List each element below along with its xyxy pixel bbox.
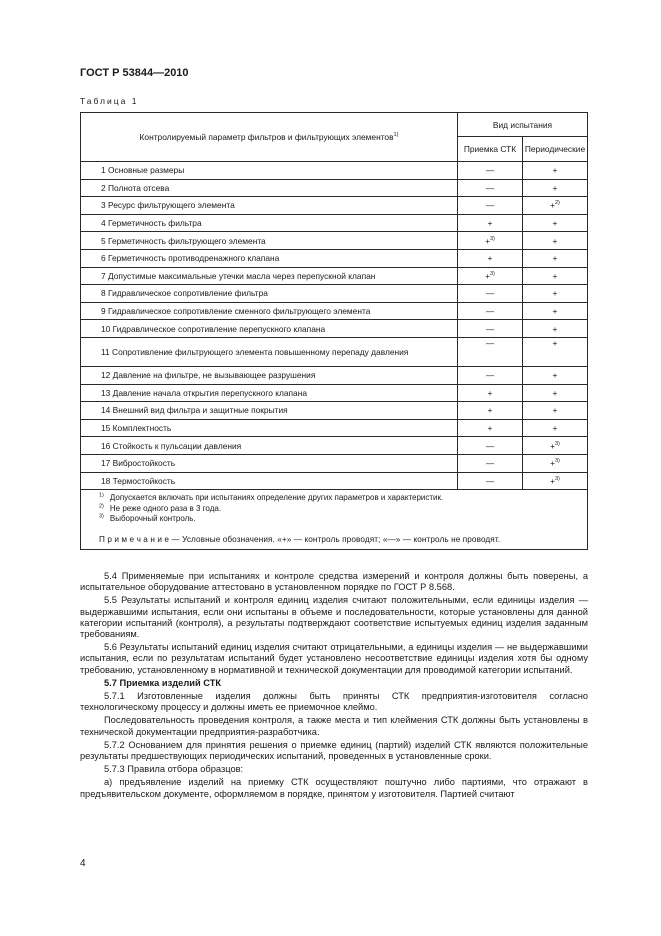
table-caption: Таблица 1: [80, 96, 139, 106]
acceptance-cell: [458, 320, 523, 338]
parameter-cell: [81, 337, 458, 366]
requirements-table: [80, 112, 588, 550]
footnote-mark: 1): [99, 492, 104, 499]
periodic-cell: [523, 197, 588, 215]
periodic-cell: [523, 302, 588, 320]
periodic-cell: [523, 179, 588, 197]
parameter-text: Полнота отсева: [108, 182, 170, 193]
periodic-cell: [523, 337, 588, 366]
row-number: 3: [101, 200, 106, 211]
periodic-cell: [523, 214, 588, 232]
acceptance-cell: [458, 366, 523, 384]
parameter-cell: [81, 179, 458, 197]
row-number: 18: [101, 475, 111, 486]
mark: +: [552, 306, 558, 317]
mark: +: [552, 370, 558, 381]
footnote-ref: 3): [490, 235, 495, 242]
table-row: [81, 454, 588, 472]
mark: —: [485, 323, 495, 334]
mark: +: [550, 200, 555, 211]
row-number: 6: [101, 253, 106, 264]
mark: +: [487, 253, 493, 264]
periodic-cell: [523, 285, 588, 303]
row-number: 12: [101, 370, 111, 381]
parameter-text: Комплектность: [112, 423, 172, 434]
mark: —: [485, 288, 495, 299]
parameter-text: Стойкость к пульсации давления: [112, 440, 242, 451]
mark: —: [485, 200, 495, 211]
mark: —: [485, 458, 495, 469]
mark: +: [552, 165, 558, 176]
mark: +: [552, 337, 558, 348]
mark: +: [552, 253, 558, 264]
footnote-ref: 2): [555, 200, 560, 207]
mark: —: [485, 440, 495, 451]
mark: —: [485, 182, 495, 193]
document-header: ГОСТ Р 53844—2010: [80, 67, 189, 79]
mark: +: [552, 182, 558, 193]
parameter-cell: [81, 162, 458, 180]
parameter-cell: [81, 232, 458, 250]
parameter-cell: [81, 249, 458, 267]
paragraph-5-6: 5.6 Результаты испытаний единиц изделия считают отрицательными, а единицы изделия — не выдержавшими испытания, если по результатам испытаний будет установлено несоответствие единицы изделия хотя бы одному требованию, установленному в нормативной и технической документации для проводимой категории испытаний.: [80, 642, 588, 675]
footnotes-cell: [81, 490, 588, 550]
acceptance-cell: [458, 179, 523, 197]
row-number: 14: [101, 405, 111, 416]
parameter-cell: [81, 384, 458, 402]
table-remark: П р и м е ч а н и е — Условные обозначения. «+» — контроль проводят; «—» — контроль не проводят.: [99, 534, 501, 544]
footnote-mark: 3): [99, 513, 104, 520]
acceptance-cell: [458, 419, 523, 437]
footnote-text: Выборочный контроль.: [109, 514, 196, 524]
periodic-cell: [523, 366, 588, 384]
footnote-ref: 3): [555, 458, 560, 465]
section-heading-5-7: 5.7 Приемка изделий СТК: [104, 677, 222, 688]
page-number: 4: [80, 858, 86, 869]
parameter-text: Герметичность фильтра: [108, 218, 202, 229]
row-number: 9: [101, 306, 106, 317]
row-number: 17: [101, 458, 111, 469]
acceptance-cell: [458, 337, 523, 366]
acceptance-cell: [458, 454, 523, 472]
table-row: [81, 384, 588, 402]
parameter-cell: [81, 454, 458, 472]
table-row: [81, 162, 588, 180]
mark: —: [485, 370, 495, 381]
parameter-text: Основные размеры: [108, 165, 185, 176]
periodic-cell: [523, 232, 588, 250]
mark: +: [485, 270, 490, 281]
mark: +: [550, 440, 555, 451]
footnote: [99, 514, 583, 525]
footnote: [99, 493, 583, 504]
parameter-text: Давление начала открытия перепускного клапана: [112, 387, 307, 398]
paragraph-5-7-3-a: а) предъявление изделий на приемку СТК осуществляют поштучно либо партиями, что отражают в предъявительском документе, оформляемом в порядке, принятом у изготовителя. Партией считают: [80, 777, 588, 799]
column-header-periodic: Периодические: [523, 137, 588, 162]
table-row: [81, 472, 588, 490]
row-number: 16: [101, 440, 111, 451]
footnote-ref: 3): [555, 476, 560, 482]
table-row: [81, 419, 588, 437]
periodic-cell: [523, 249, 588, 267]
acceptance-cell: [458, 232, 523, 250]
footnote-text: Не реже одного раза в 3 года.: [109, 503, 222, 513]
parameter-text: Внешний вид фильтра и защитные покрытия: [112, 405, 288, 416]
row-number: 13: [101, 387, 111, 398]
row-number: 1: [101, 165, 106, 176]
mark: —: [485, 475, 495, 486]
parameter-text: Герметичность противодренажного клапана: [108, 253, 280, 264]
mark: +: [552, 288, 558, 299]
acceptance-cell: [458, 384, 523, 402]
mark: +: [487, 218, 493, 229]
table-row: [81, 179, 588, 197]
document-body: [80, 571, 588, 802]
parameter-text: Ресурс фильтрующего элемента: [108, 200, 235, 211]
parameter-text: Сопротивление фильтрующего элемента повышенному перепаду давления: [112, 346, 409, 357]
periodic-cell: [523, 472, 588, 490]
parameter-text: Вибростойкость: [112, 458, 176, 469]
periodic-cell: [523, 402, 588, 420]
mark: +: [550, 475, 555, 486]
acceptance-cell: [458, 267, 523, 285]
periodic-cell: [523, 384, 588, 402]
acceptance-cell: [458, 402, 523, 420]
parameter-cell: [81, 267, 458, 285]
table-row: [81, 249, 588, 267]
acceptance-cell: [458, 249, 523, 267]
parameter-cell: [81, 419, 458, 437]
footnote: [99, 504, 583, 515]
mark: +: [552, 323, 558, 334]
periodic-cell: [523, 419, 588, 437]
parameter-text: Герметичность фильтрующего элемента: [108, 235, 266, 246]
paragraph-5-7-1: 5.7.1 Изготовленные изделия должны быть приняты СТК предприятия-изготовителя согласно технологическому процессу и должны иметь ее приемочное клеймо.: [80, 691, 588, 713]
periodic-cell: [523, 162, 588, 180]
parameter-text: Гидравлическое сопротивление сменного фильтрующего элемента: [108, 306, 371, 317]
table-row: [81, 320, 588, 338]
parameter-cell: [81, 472, 458, 490]
paragraph-5-7-1-b: Последовательность проведения контроля, а также места и тип клеймения СТК должны быть установлены в технической документации предприятия-разработчика.: [80, 715, 588, 737]
parameter-cell: [81, 437, 458, 455]
mark: +: [487, 423, 493, 434]
acceptance-cell: [458, 197, 523, 215]
acceptance-cell: [458, 302, 523, 320]
column-header-test-type: Вид испытания: [458, 113, 588, 137]
mark: —: [485, 165, 495, 176]
footnote-mark: 2): [99, 502, 104, 509]
parameter-text: Гидравлическое сопротивление перепускного клапана: [112, 323, 326, 334]
parameter-text: Термостойкость: [112, 475, 176, 486]
parameter-cell: [81, 320, 458, 338]
parameter-text: Допустимые максимальные утечки масла через перепускной клапан: [108, 270, 376, 281]
row-number: 15: [101, 423, 111, 434]
mark: +: [552, 270, 558, 281]
table-row: [81, 366, 588, 384]
row-number: 2: [101, 182, 106, 193]
parameter-cell: [81, 214, 458, 232]
paragraph-5-4: 5.4 Применяемые при испытаниях и контроле средства измерений и контроля должны быть поверены, а испытательное оборудование аттестовано в установленном порядке по ГОСТ Р 8.568.: [80, 571, 588, 593]
row-number: 10: [101, 323, 111, 334]
row-number: 8: [101, 288, 106, 299]
mark: +: [487, 405, 493, 416]
table-row: [81, 267, 588, 285]
column-header-parameter: Контролируемый параметр фильтров и фильтрующих элементов$^{1)}$: [81, 113, 458, 162]
parameter-cell: [81, 285, 458, 303]
acceptance-cell: [458, 162, 523, 180]
mark: +: [550, 458, 555, 469]
parameter-text: Гидравлическое сопротивление фильтра: [108, 288, 268, 299]
column-header-acceptance: Приемка СТК: [458, 137, 523, 162]
acceptance-cell: [458, 437, 523, 455]
parameter-cell: [81, 402, 458, 420]
table-row: [81, 232, 588, 250]
periodic-cell: [523, 454, 588, 472]
periodic-cell: [523, 437, 588, 455]
table-row: [81, 437, 588, 455]
footnote-ref: 3): [490, 271, 495, 278]
periodic-cell: [523, 320, 588, 338]
footnote-text: Допускается включать при испытаниях определение других параметров и характеристик.: [109, 493, 444, 503]
mark: +: [485, 235, 490, 246]
footnotes-row: [81, 490, 588, 550]
parameter-cell: [81, 197, 458, 215]
table-row: [81, 337, 588, 366]
parameter-cell: [81, 302, 458, 320]
mark: +: [552, 235, 558, 246]
paragraph-5-5: 5.5 Результаты испытаний и контроля единиц изделия считают положительными, если единицы изделия — выдержавшими испытания, если они испытаны в объеме и последовательности, которые установлены для данной категории испытаний (контроля), а результаты подтверждают соответствие испытуемых единиц изделия заданным требованиям.: [80, 595, 588, 640]
mark: —: [485, 306, 495, 317]
acceptance-cell: [458, 214, 523, 232]
footnote-ref: 3): [555, 440, 560, 447]
parameter-text: Давление на фильтре, не вызывающее разрушения: [112, 370, 316, 381]
acceptance-cell: [458, 472, 523, 490]
mark: —: [485, 337, 495, 348]
mark: +: [487, 387, 493, 398]
row-number: 4: [101, 218, 106, 229]
mark: +: [552, 218, 558, 229]
table-row: [81, 302, 588, 320]
acceptance-cell: [458, 285, 523, 303]
periodic-cell: [523, 267, 588, 285]
row-number: 7: [101, 270, 106, 281]
table-row: [81, 214, 588, 232]
table-row: [81, 197, 588, 215]
mark: +: [552, 405, 558, 416]
parameter-cell: [81, 366, 458, 384]
table-row: [81, 402, 588, 420]
table-row: [81, 285, 588, 303]
paragraph-5-7-3: 5.7.3 Правила отбора образцов:: [104, 764, 244, 775]
row-number: 5: [101, 235, 106, 246]
mark: +: [552, 423, 558, 434]
paragraph-5-7-2: 5.7.2 Основанием для принятия решения о приемке единиц (партий) изделий СТК являются положительные результаты предшествующих периодических испытаний, проведенных в установленные сроки.: [80, 739, 588, 762]
row-number: 11: [101, 346, 110, 357]
table-header-row: [81, 113, 588, 137]
mark: +: [552, 387, 558, 398]
